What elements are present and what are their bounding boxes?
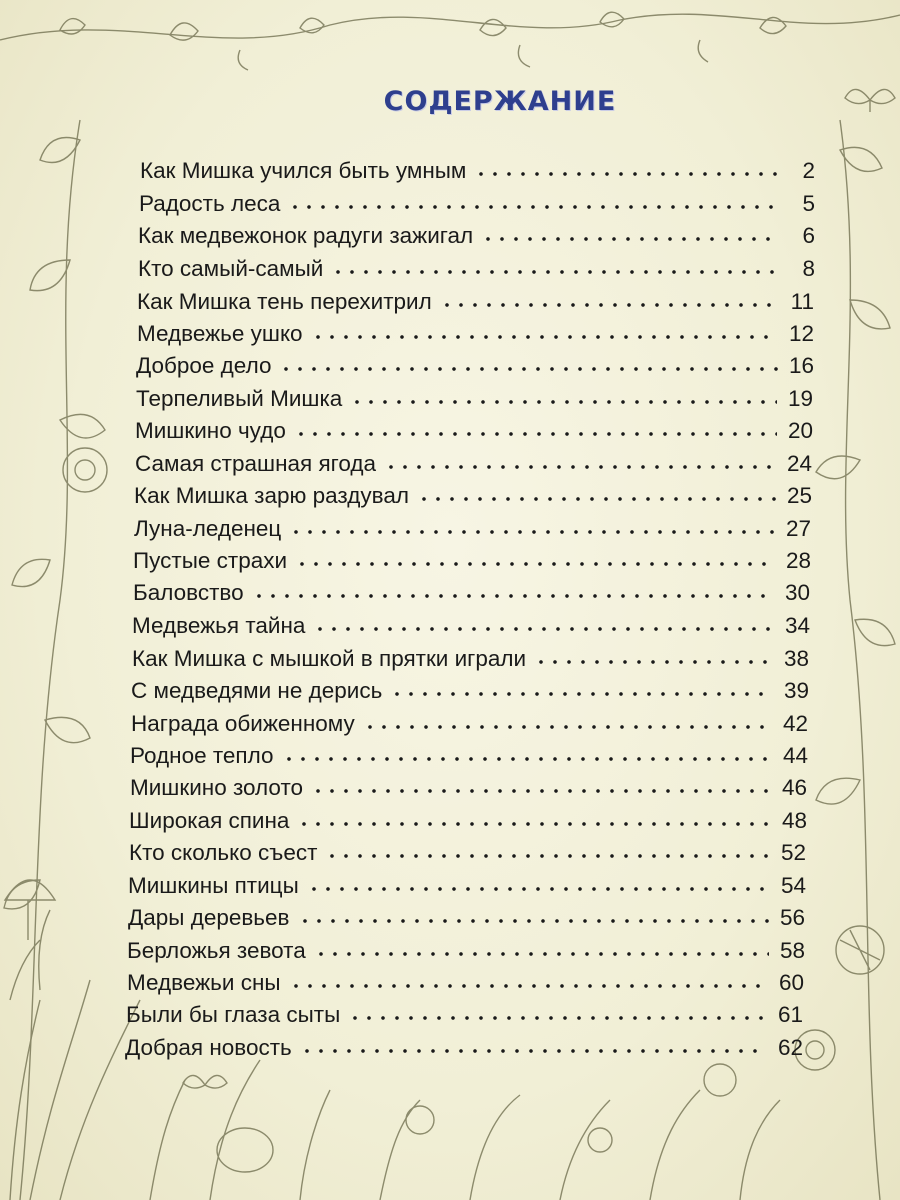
toc-entry-page: 39 [783, 677, 809, 703]
toc-leader-dots [363, 722, 772, 732]
toc-leader-dots [474, 169, 779, 179]
toc-entry-page: 5 [802, 190, 815, 216]
toc-entry-title: Пустые страхи [133, 547, 288, 573]
toc-entry-title: Как медвежонок радуги зажигал [138, 222, 474, 248]
toc-entry [139, 183, 815, 215]
toc-entry [134, 475, 812, 507]
toc-entry-title: Родное тепло [130, 742, 274, 768]
toc-entry-page: 11 [790, 288, 814, 314]
toc-leader-dots [294, 429, 777, 439]
toc-entry-title: Как Мишка зарю раздувал [134, 482, 409, 508]
toc-leader-dots [300, 1046, 767, 1056]
toc-entry-page: 48 [781, 807, 807, 833]
toc-entry [133, 572, 810, 604]
toc-entry [135, 410, 813, 442]
toc-entry-page: 54 [780, 872, 806, 898]
toc-entry-title: Радость леса [139, 190, 281, 216]
toc-leader-dots [288, 202, 779, 212]
toc-entry-title: Дары деревьев [128, 904, 290, 930]
toc-entry [136, 378, 813, 410]
toc-entry-title: Как Мишка с мышкой в прятки играли [132, 645, 527, 671]
toc-entry-title: Были бы глаза сыты [126, 1001, 341, 1027]
toc-entry-page: 42 [782, 710, 808, 736]
toc-leader-dots [331, 267, 779, 277]
toc-entry-page: 38 [783, 645, 809, 671]
toc-leader-dots [252, 591, 774, 601]
toc-entry-title: Медвежьи сны [127, 969, 281, 995]
toc-entry-title: Баловство [133, 579, 244, 605]
toc-entry [137, 281, 814, 313]
toc-entry [129, 832, 806, 864]
toc-entry-title: Медвежья тайна [132, 612, 306, 638]
toc-entry-page: 25 [786, 482, 812, 508]
toc-leader-dots [390, 689, 773, 699]
toc-entry [131, 703, 808, 735]
toc-entry-title: Самая страшная ягода [135, 450, 376, 476]
toc-entry-title: Кто самый-самый [138, 255, 324, 281]
toc-entry-page: 27 [785, 515, 811, 541]
toc-entry-title: Луна-леденец [134, 515, 282, 541]
toc-entry-title: Медвежье ушко [137, 320, 303, 346]
toc-entry [132, 605, 810, 637]
toc-leader-dots [279, 364, 778, 374]
toc-entry-title: Доброе дело [136, 352, 272, 378]
toc-leader-dots [297, 819, 771, 829]
toc-entry [140, 150, 815, 182]
toc-entry-page: 34 [784, 612, 810, 638]
toc-leader-dots [298, 916, 770, 926]
toc-entry-page: 2 [802, 157, 815, 183]
toc-leader-dots [350, 397, 777, 407]
toc-entry [131, 670, 809, 702]
toc-leader-dots [348, 1013, 767, 1023]
toc-entry [137, 313, 814, 345]
toc-entry [130, 767, 807, 799]
toc-entry-page: 19 [787, 385, 813, 411]
toc-entry-title: Как Мишка тень перехитрил [137, 288, 432, 314]
toc-entry-page: 6 [802, 222, 815, 248]
toc-leader-dots [295, 559, 775, 569]
toc-entry-page: 56 [779, 904, 805, 930]
toc-leader-dots [384, 462, 776, 472]
page-title: СОДЕРЖАНИЕ [383, 86, 617, 117]
toc-leader-dots [440, 300, 778, 310]
toc-entry [125, 1027, 803, 1059]
toc-leader-dots [417, 494, 776, 504]
toc-entry-page: 24 [786, 450, 812, 476]
toc-leader-dots [289, 981, 768, 991]
toc-entry-title: Награда обиженному [131, 710, 355, 736]
toc-entry [127, 930, 805, 962]
toc-entry-page: 46 [781, 774, 807, 800]
toc-entry-page: 12 [788, 320, 814, 346]
toc-entry [127, 962, 804, 994]
toc-entry-page: 58 [779, 937, 805, 963]
toc-entry-page: 28 [785, 547, 811, 573]
toc-leader-dots [314, 949, 769, 959]
toc-entry [132, 638, 809, 670]
toc-entry-page: 44 [782, 742, 808, 768]
toc-entry [133, 540, 811, 572]
toc-entry-page: 30 [784, 579, 810, 605]
toc-leader-dots [313, 624, 774, 634]
toc-entry-title: Добрая новость [125, 1034, 292, 1060]
toc-entry [126, 994, 803, 1026]
toc-leader-dots [282, 754, 772, 764]
toc-entry [135, 443, 812, 475]
toc-entry-title: Мишкино золото [130, 774, 304, 800]
toc-entry-page: 61 [777, 1001, 803, 1027]
toc-leader-dots [481, 234, 779, 244]
toc-entry-page: 60 [778, 969, 804, 995]
toc-entry-title: Кто сколько съест [129, 839, 318, 865]
toc-entry-page: 62 [777, 1034, 803, 1060]
toc-entry [138, 215, 815, 247]
toc-leader-dots [289, 527, 775, 537]
toc-entry [128, 897, 805, 929]
toc-entry-title: Широкая спина [129, 807, 290, 833]
toc-leader-dots [325, 851, 770, 861]
toc-leader-dots [307, 884, 770, 894]
toc-entry-page: 8 [802, 255, 815, 281]
toc-entry [134, 508, 811, 540]
toc-entry [128, 865, 806, 897]
toc-entry [138, 248, 815, 280]
toc-entry-page: 20 [787, 417, 813, 443]
toc-entry-page: 16 [788, 352, 814, 378]
toc-entry [130, 735, 808, 767]
toc-entry-title: Мишкино чудо [135, 417, 286, 443]
toc-leader-dots [534, 657, 773, 667]
toc-entry [136, 345, 814, 377]
toc-entry-title: Мишкины птицы [128, 872, 299, 898]
toc-entry-title: Берложья зевота [127, 937, 306, 963]
toc-leader-dots [311, 786, 771, 796]
toc-entry-page: 52 [780, 839, 806, 865]
toc-entry-title: С медведями не дерись [131, 677, 383, 703]
toc-entry [129, 800, 807, 832]
toc-leader-dots [311, 332, 778, 342]
toc-entry-title: Как Мишка учился быть умным [140, 157, 467, 183]
toc-entry-title: Терпеливый Мишка [136, 385, 343, 411]
